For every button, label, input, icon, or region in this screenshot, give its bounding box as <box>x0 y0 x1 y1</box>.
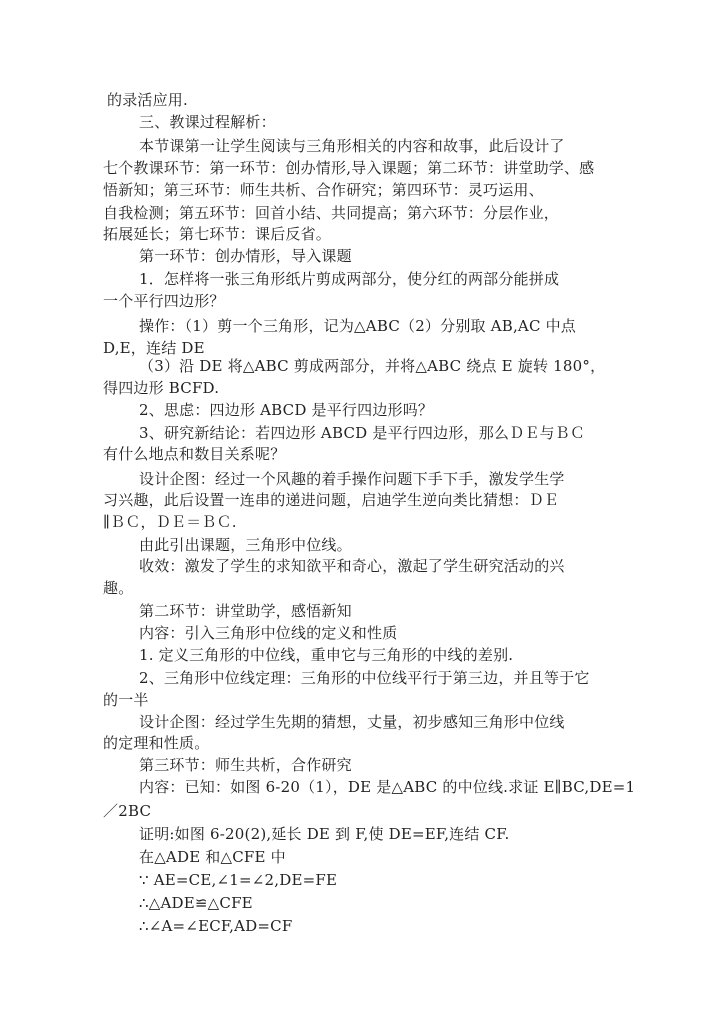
text-line: 悟新知；第三环节：师生共析、合作研究；第四环节：灵巧运用、 <box>103 181 544 199</box>
text-line: D,E，连结 DE <box>103 339 205 357</box>
text-line: 习兴趣，此后设置一连串的递进问题，启迪学生逆向类比猜想：ＤＥ <box>103 491 560 509</box>
section-heading: 三、教课过程解析： <box>139 113 276 131</box>
text-line: （3）沿 DE 将△ABC 剪成两部分，并将△ABC 绕点 E 旋转 180°， <box>139 357 606 375</box>
text-line: 1. 定义三角形的中位线，重申它与三角形的中线的差别. <box>139 646 514 664</box>
proof-line: ∴∠A=∠ECF,AD=CF <box>139 917 293 935</box>
proof-line: 证明:如图 6-20(2),延长 DE 到 F,使 DE=EF,连结 CF. <box>139 825 510 843</box>
subsection-heading: 第二环节：讲堂助学，感悟新知 <box>139 602 352 620</box>
text-line: 操作：（1）剪一个三角形，记为△ABC（2）分别取 AB,AC 中点 <box>139 317 577 335</box>
text-line: 1．怎样将一张三角形纸片剪成两部分，使分红的两部分能拼成 <box>139 270 560 288</box>
proof-line: 在△ADE 和△CFE 中 <box>139 848 286 866</box>
text-line: 趣。 <box>103 579 134 597</box>
text-line: 收效：激发了学生的求知欲平和奇心，激起了学生研究活动的兴 <box>139 557 565 575</box>
text-line: ／2BC <box>103 802 152 820</box>
subsection-heading: 第一环节：创办情形，导入课题 <box>139 247 352 265</box>
text-line: 的一半 <box>103 691 149 709</box>
text-line: 3、研究新结论：若四边形 ABCD 是平行四边形，那么ＤＥ与ＢＣ <box>139 424 586 442</box>
text-line: ∥ＢＣ，ＤＥ＝ＢＣ. <box>103 513 237 531</box>
text-line: 由此引出课题，三角形中位线。 <box>139 536 352 554</box>
text-line: 2、三角形中位线定理：三角形的中位线平行于第三边，并且等于它 <box>139 669 590 687</box>
text-line: 一个平行四边形？ <box>103 292 225 310</box>
text-line: 七个教课环节：第一环节：创办情形,导入课题；第二环节：讲堂助学、感 <box>103 159 595 177</box>
proof-line: ∵ AE=CE,∠1=∠2,DE=FE <box>139 871 338 889</box>
text-line: 拓展延长；第七环节：课后反省。 <box>103 225 332 243</box>
text-line: 自我检测；第五环节：回首小结、共同提高；第六环节：分层作业， <box>103 204 560 222</box>
text-line: 2、思虑：四边形 ABCD 是平行四边形吗？ <box>139 401 434 419</box>
text-line: 本节课第一让学生阅读与三角形相关的内容和故事，此后设计了 <box>139 137 565 155</box>
text-line: 设计企图：经过学生先期的猜想，丈量，初步感知三角形中位线 <box>139 713 565 731</box>
text-line: 内容：已知：如图 6-20（1），DE 是△ABC 的中位线.求证 E∥BC,DE=1 <box>139 778 636 796</box>
text-line: 设计企图：经过一个风趣的着手操作问题下手下手，激发学生学 <box>139 470 565 488</box>
text-line: 内容：引入三角形中位线的定义和性质 <box>139 624 398 642</box>
subsection-heading: 第三环节：师生共析，合作研究 <box>139 756 352 774</box>
text-line: 有什么地点和数目关系呢？ <box>103 445 286 463</box>
text-line: 的录活应用. <box>107 91 188 109</box>
text-line: 得四边形 BCFD. <box>103 379 220 397</box>
text-line: 的定理和性质。 <box>103 734 210 752</box>
proof-line: ∴△ADE≌△CFE <box>139 894 253 912</box>
